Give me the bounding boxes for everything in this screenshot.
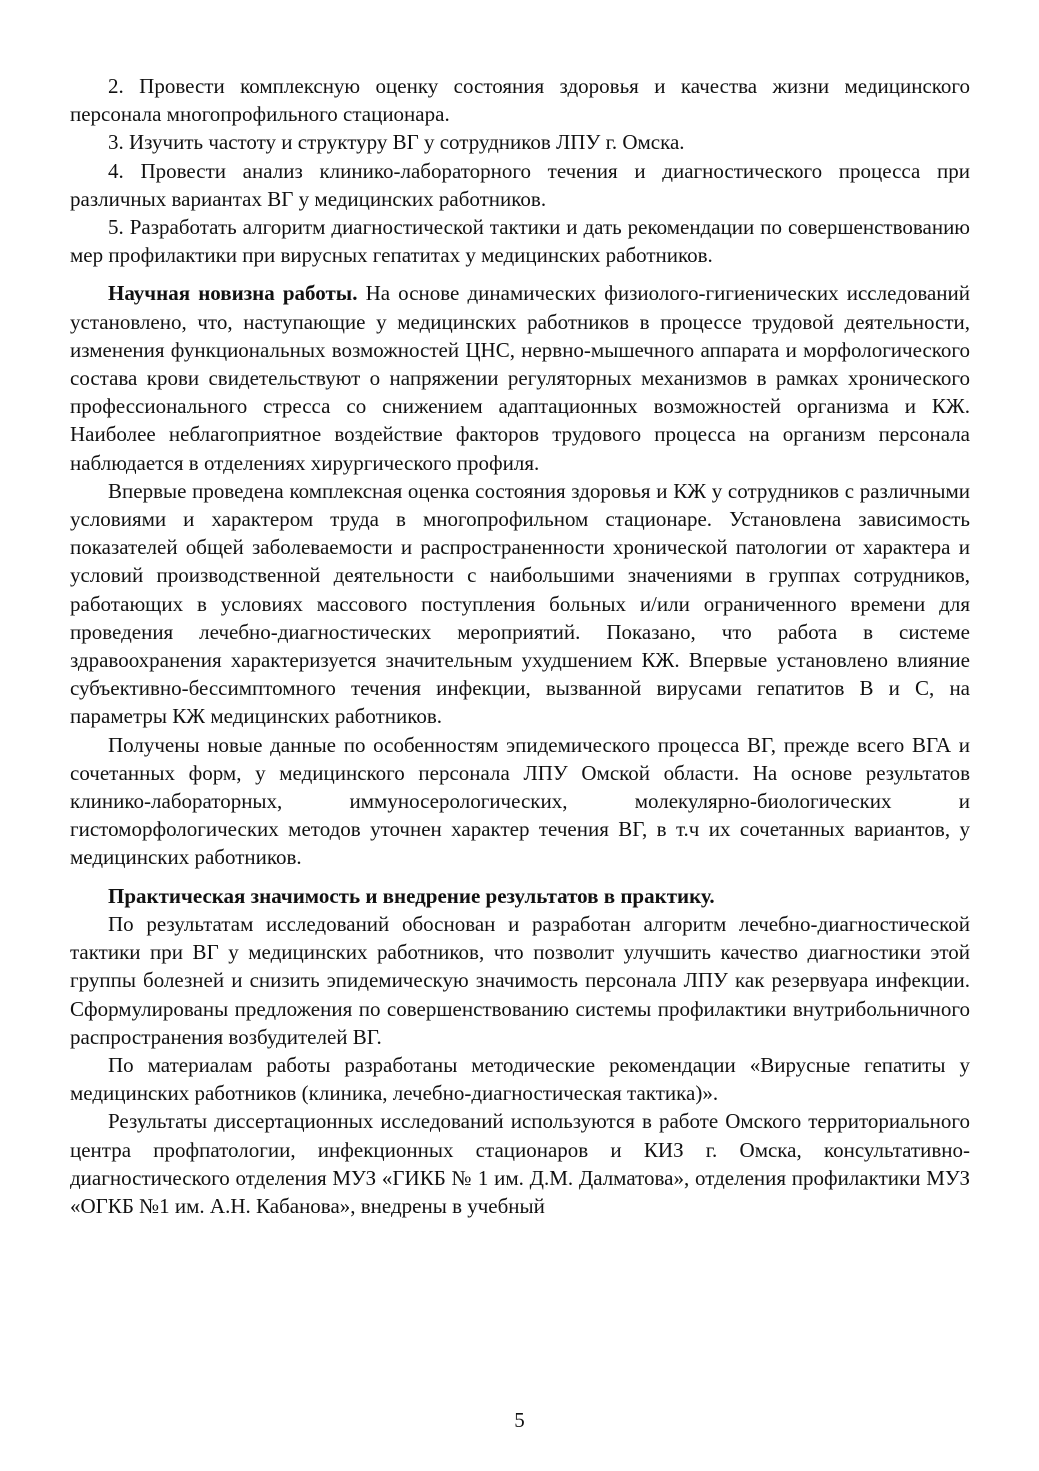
novelty-paragraph-1 <box>70 279 970 476</box>
practical-paragraph-1: По результатам исследований обоснован и разработан алгоритм лечебно-диагностической тактики при ВГ у медицинских работников, что позволит улучшить качество диагностики этой группы болезней и снизить эпидемическую значимость персонала ЛПУ как резервуара инфекции. Сформулированы предложения по совершенствованию системы профилактики внутрибольничного распространения возбудителей ВГ. <box>70 911 970 1049</box>
novelty-paragraph-2: Впервые проведена комплексная оценка состояния здоровья и КЖ у сотрудников с различными условиями и характером труда в многопрофильном стационаре. Установлена зависимость показателей общей заболеваемости и распространенности хронической патологии от характера и условий производственной деятельности с наибольшими значениями в группах сотрудников, работающих в условиях массового поступления больных и/или ограниченного времени для проведения лечебно-диагностических мероприятий. Показано, что работа в системе здравоохранения характеризуется значительным ухудшением КЖ. Впервые установлено влияние субъективно-бессимптомного течения инфекции, вызванной вирусами гепатитов В и С, на параметры КЖ медицинских работников. <box>70 478 970 729</box>
list-item-5: 5. Разработать алгоритм диагностической тактики и дать рекомендации по совершенствованию мер профилактики при вирусных гепатитах у медицинских работников. <box>70 215 970 268</box>
list-item-2: 2. Провести комплексную оценку состояния здоровья и качества жизни медицинского персонала многопрофильного стационара. <box>70 74 970 127</box>
practical-heading: Практическая значимость и внедрение результатов в практику. <box>108 883 715 908</box>
list-item-3: 3. Изучить частоту и структуру ВГ у сотрудников ЛПУ г. Омска. <box>108 130 685 155</box>
practical-paragraph-3: Результаты диссертационных исследований используются в работе Омского территориального центра профпатологии, инфекционных стационаров и КИЗ г. Омска, консультативно-диагностического отделения МУЗ «ГИКБ № 1 им. Д.М. Далматова», отделения профилактики МУЗ «ОГКБ №1 им. А.Н. Кабанова», внедрены в учебный <box>70 1109 970 1218</box>
novelty-heading: Научная новизна работы. <box>108 281 358 306</box>
practical-paragraph-2: По материалам работы разработаны методические рекомендации «Вирусные гепатиты у медицинских работников (клиника, лечебно-диагностическая тактика)». <box>70 1052 970 1106</box>
document-page <box>70 72 970 1220</box>
novelty-intro-text: На основе динамических физиолого-гигиенических исследований установлено, что, наступающие у медицинских работников в процессе трудовой деятельности, изменения функциональных возможностей ЦНС, нервно-мышечного аппарата и морфологического состава крови свидетельствуют о напряжении регуляторных механизмов в рамках хронического профессионального стресса со снижением адаптационных возможностей организма и КЖ. Наиболее неблагоприятное воздействие факторов трудового процесса на организм персонала наблюдается в отделениях хирургического профиля. <box>70 281 970 475</box>
novelty-paragraph-3: Получены новые данные по особенностям эпидемического процесса ВГ, прежде всего ВГА и сочетанных форм, у медицинского персонала ЛПУ Омской области. На основе результатов клинико-лабораторных, иммуносерологических, молекулярно-биологических и гистоморфологических методов уточнен характер течения ВГ, в т.ч их сочетанных вариантов, у медицинских работников. <box>70 732 970 870</box>
page-number: 5 <box>514 1408 525 1432</box>
list-item-4: 4. Провести анализ клинико-лабораторного течения и диагностического процесса при различных вариантах ВГ у медицинских работников. <box>70 158 970 211</box>
